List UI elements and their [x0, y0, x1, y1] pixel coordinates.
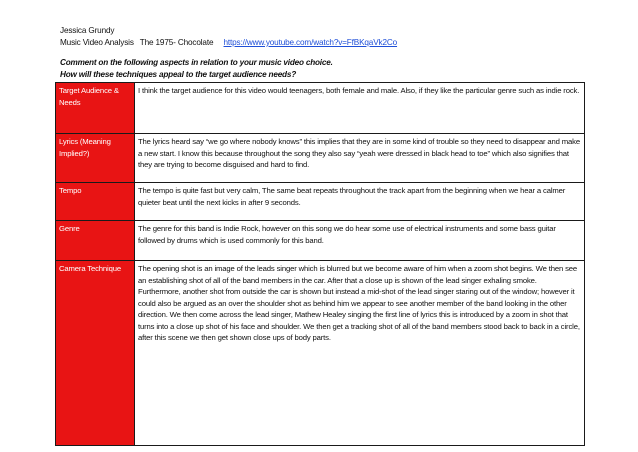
- analysis-title: Music Video Analysis: [60, 38, 134, 47]
- row-label: Genre: [56, 221, 135, 261]
- instruction-line-1: Comment on the following aspects in relation to your music video choice.: [60, 58, 333, 67]
- author-name: Jessica Grundy: [60, 26, 115, 35]
- row-label: Lyrics (Meaning Implied?): [56, 134, 135, 183]
- table-row-target-audience: [56, 83, 585, 134]
- instruction-line-2: How will these techniques appeal to the target audience needs?: [60, 70, 297, 79]
- row-content: The genre for this band is Indie Rock, however on this song we do hear some use of electrical instruments and some bass guitar followed by drums which is used commonly for this band.: [135, 221, 585, 261]
- table-row-genre: [56, 221, 585, 261]
- row-label: Tempo: [56, 183, 135, 221]
- document-header: [60, 25, 397, 49]
- row-content: The opening shot is an image of the leads singer which is blurred but we become aware of him when a zoom shot begins. We then see an establishing shot of all of the band members in the car. After that a close up is shown of the lead singer exhaling smoke. Furthermore, another shot from outside the car is shown but instead a mid-shot of the lead singer staring out of the window; however it could also be argued as an over the shoulder shot as behind him we appear to see another member of the band looking in the other direction. We then come across the lead singer, Mathew Healey singing the first line of lyrics this is introduced by a zoom in shot that turns into a close up shot of his face and shoulder. We then get a tracking shot of all of the band members stood back to back in a circle, after this scene we then get shown close ups of body parts.: [135, 261, 585, 446]
- row-content: The tempo is quite fast but very calm, The same beat repeats throughout the track apart from the beginning when we hear a calmer quieter beat until the next kicks in after 9 seconds.: [135, 183, 585, 221]
- row-label: Target Audience & Needs: [56, 83, 135, 134]
- table-row-tempo: [56, 183, 585, 221]
- table-row-camera: [56, 261, 585, 446]
- title-line: [60, 37, 397, 49]
- analysis-table: [55, 82, 585, 446]
- row-label: Camera Technique: [56, 261, 135, 446]
- song-title: The 1975- Chocolate: [139, 38, 214, 47]
- row-content: The lyrics heard say “we go where nobody knows” this implies that they are in some kind of trouble so they need to disappear and make a new start. I know this because throughout the song they also say “yeah were dressed in black head to toe” which also signifies that they are trying to become disguised and hard to find.: [135, 134, 585, 183]
- table-row-lyrics: [56, 134, 585, 183]
- youtube-link[interactable]: https://www.youtube.com/watch?v=FfBKqaVk2Co: [223, 38, 398, 47]
- row-content: I think the target audience for this video would teenagers, both female and male. Also, if they like the particular genre such as indie rock.: [135, 83, 585, 134]
- instructions: [60, 57, 333, 81]
